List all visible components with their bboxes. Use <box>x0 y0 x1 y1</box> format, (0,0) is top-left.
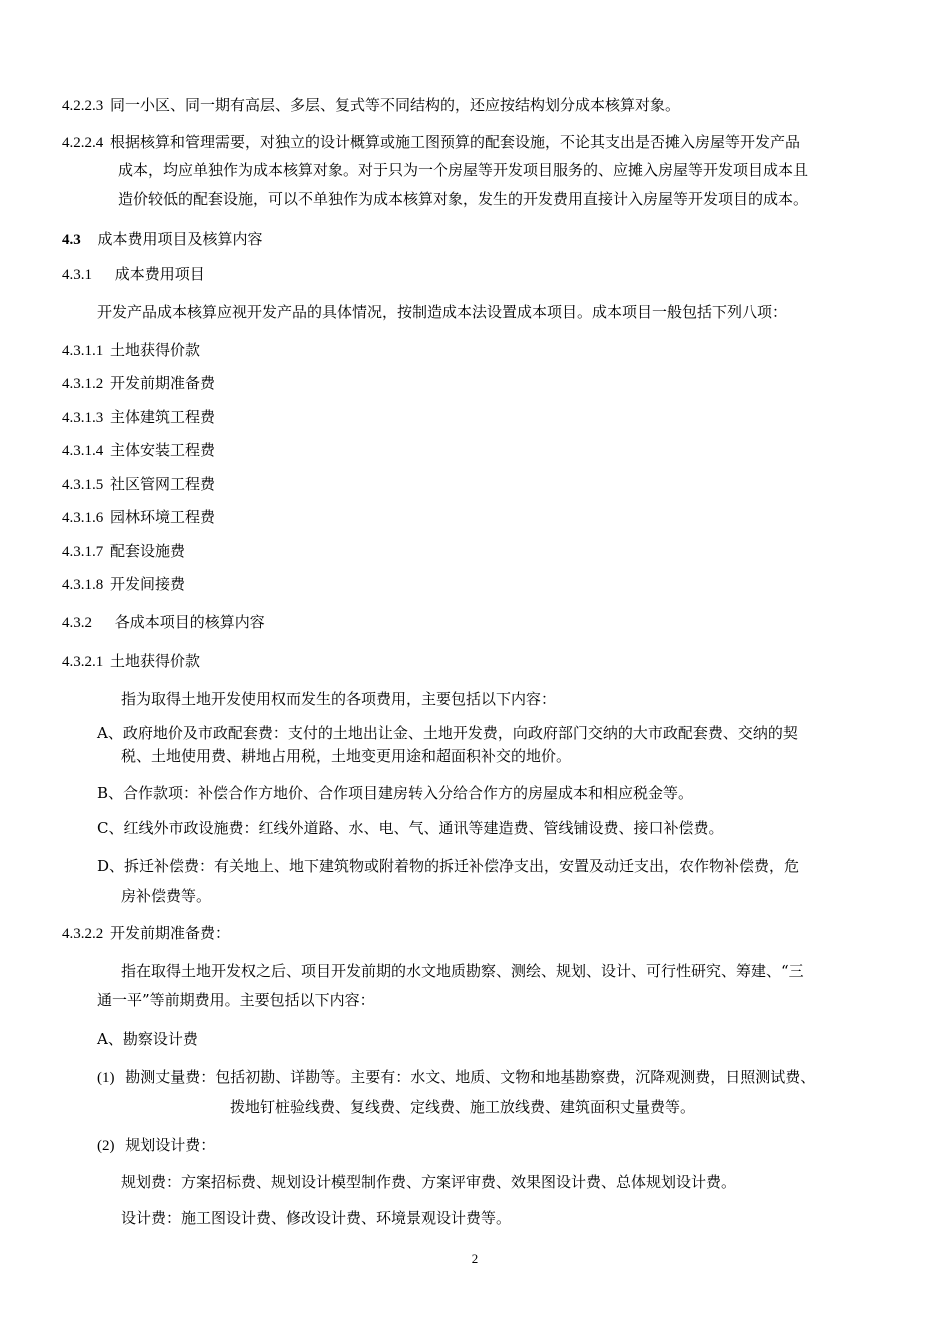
section-4-3-2-heading: 4.3.2 各成本项目的核算内容 <box>62 613 265 631</box>
list-item-4-3-1-4: 4.3.1.4 主体安装工程费 <box>62 441 216 459</box>
list-item-4-3-1-8: 4.3.1.8 开发间接费 <box>62 575 186 593</box>
item-d-line-2: 房补偿费等。 <box>121 887 212 905</box>
preparation-cost-intro-line-2: 通一平”等前期费用。主要包括以下内容： <box>97 991 375 1009</box>
item-b-cooperation-payment: B、合作款项：补偿合作方地价、合作项目建房转入分给合作方的房屋成本和相应税金等。 <box>97 784 694 802</box>
clause-4-2-2-4-line-2: 成本，均应单独作为成本核算对象。对于只为一个房屋等开发项目服务的、应摊入房屋等开发项目成本且 <box>118 161 809 179</box>
clause-4-2-2-4: 4.2.2.4 根据核算和管理需要，对独立的设计概算或施工图预算的配套设施，不论其支出是否摊入房屋等开发产品 <box>62 133 801 151</box>
list-item-4-3-1-5: 4.3.1.5 社区管网工程费 <box>62 475 216 493</box>
list-item-4-3-1-1: 4.3.1.1 土地获得价款 <box>62 341 201 359</box>
list-item-4-3-1-7: 4.3.1.7 配套设施费 <box>62 542 186 560</box>
subitem-1-line-2: 拨地钉桩验线费、复线费、定线费、施工放线费、建筑面积丈量费等。 <box>230 1098 696 1116</box>
design-fee-detail: 设计费：施工图设计费、修改设计费、环境景观设计费等。 <box>121 1209 512 1227</box>
item-a-government-land-price: A、政府地价及市政配套费：支付的土地出让金、土地开发费，向政府部门交纳的大市政配套费、交纳的契 <box>97 724 798 742</box>
item-a-line-2: 税、土地使用费、耕地占用税，土地变更用途和超面积补交的地价。 <box>121 747 572 765</box>
intro-paragraph: 开发产品成本核算应视开发产品的具体情况，按制造成本法设置成本项目。成本项目一般包括下列八项： <box>97 303 788 321</box>
item-c-municipal-facilities: C、红线外市政设施费：红线外道路、水、电、气、通讯等建造费、管线铺设费、接口补偿费。 <box>97 819 724 837</box>
clause-4-2-2-4-line-3: 造价较低的配套设施，可以不单独作为成本核算对象，发生的开发费用直接计入房屋等开发项目的成本。 <box>118 190 809 208</box>
section-4-3-2-1-heading: 4.3.2.1 土地获得价款 <box>62 652 201 670</box>
item-d-demolition-compensation: D、拆迁补偿费：有关地上、地下建筑物或附着物的拆迁补偿净支出，安置及动迁支出，农作物补偿费，危 <box>97 857 800 875</box>
list-item-4-3-1-3: 4.3.1.3 主体建筑工程费 <box>62 408 216 426</box>
subitem-1-survey-fee: (1) 勘测丈量费：包括初勘、详勘等。主要有：水文、地质、文物和地基勘察费，沉降观测费，日照测试费、 <box>97 1068 816 1086</box>
planning-fee-detail: 规划费：方案招标费、规划设计模型制作费、方案评审费、效果图设计费、总体规划设计费。 <box>121 1173 737 1191</box>
item-a-survey-design: A、勘察设计费 <box>97 1030 198 1048</box>
list-item-4-3-1-6: 4.3.1.6 园林环境工程费 <box>62 508 216 526</box>
section-4-3-2-2-heading: 4.3.2.2 开发前期准备费： <box>62 924 231 942</box>
clause-4-2-2-3: 4.2.2.3 同一小区、同一期有高层、多层、复式等不同结构的，还应按结构划分成本核算对象。 <box>62 96 681 114</box>
section-4-3-1-heading: 4.3.1 成本费用项目 <box>62 265 205 283</box>
page-number: 2 <box>471 1251 479 1266</box>
land-cost-intro: 指为取得土地开发使用权而发生的各项费用，主要包括以下内容： <box>121 690 557 708</box>
section-4-3-heading: 4.3 成本费用项目及核算内容 <box>62 230 263 248</box>
list-item-4-3-1-2: 4.3.1.2 开发前期准备费 <box>62 374 216 392</box>
subitem-2-planning-design: (2) 规划设计费： <box>97 1136 216 1154</box>
preparation-cost-intro: 指在取得土地开发权之后、项目开发前期的水文地质勘察、测绘、规划、设计、可行性研究、筹建、“三 <box>121 962 804 980</box>
